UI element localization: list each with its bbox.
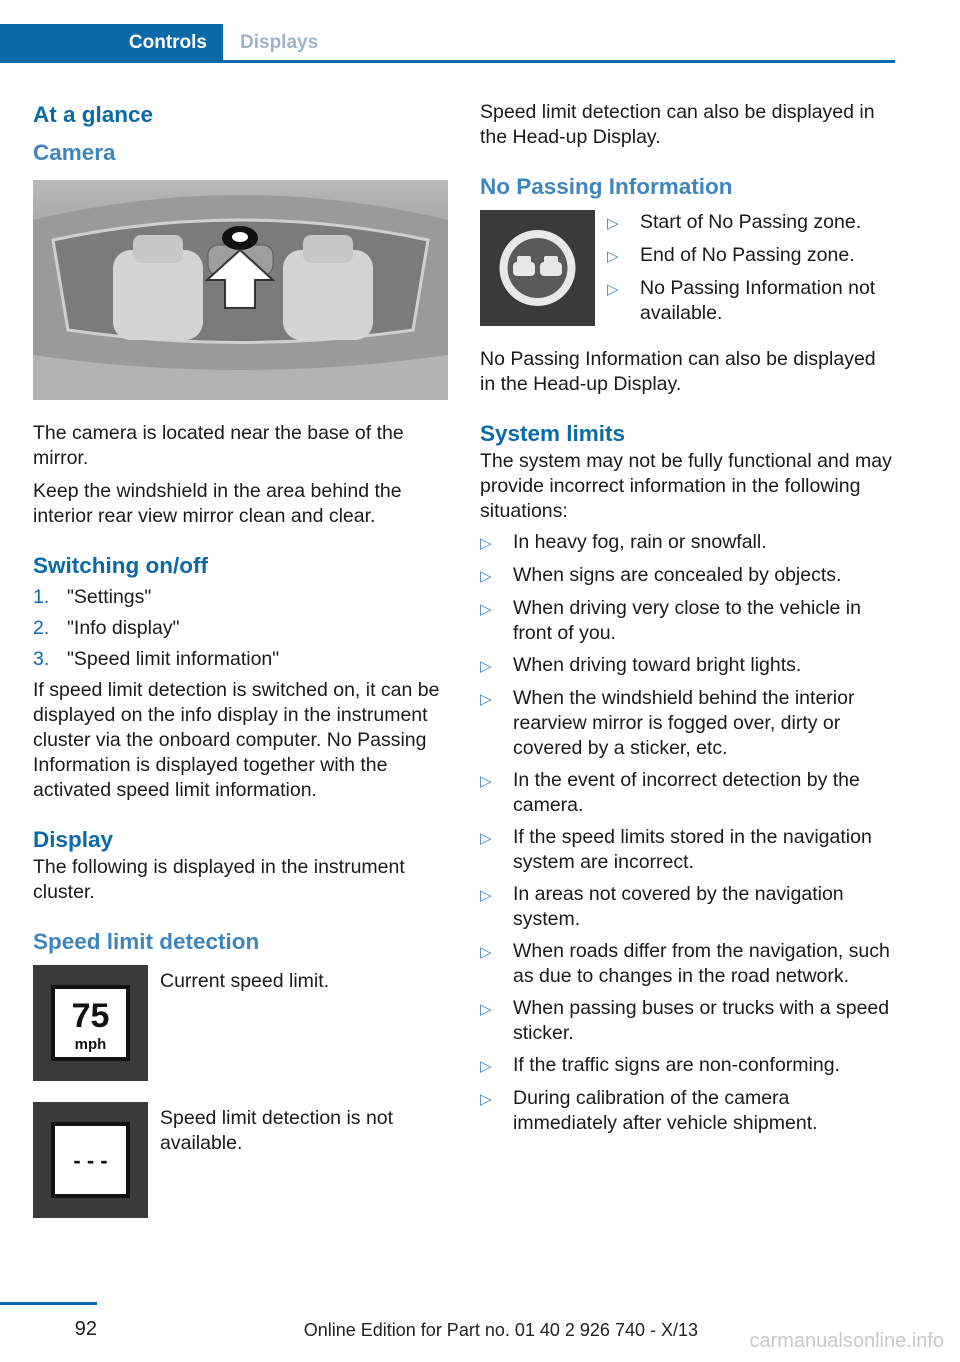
hud-text: Speed limit detection can also be displayed in the Head-up Display. xyxy=(480,101,875,148)
footer-rule xyxy=(0,1302,97,1305)
list-item: ▷ When the windshield behind the interior rearview mirror is fogged over, dirty or covered by a sticker, etc. xyxy=(480,687,855,759)
list-item: ▷ In areas not covered by the navigation system. xyxy=(480,883,844,930)
camera-windshield-text: Keep the windshield in the area behind the interior rear view mirror clean and clear. xyxy=(33,480,402,527)
limits-intro: The system may not be fully functional and may provide incorrect information in the following situations: xyxy=(480,450,892,522)
switch-description: If speed limit detection is switched on, it can be displayed on the info display in the instrument cluster via the onboard computer. No Passing Information is displayed together with the activated speed limit information. xyxy=(33,679,440,801)
list-item: ▷ In the event of incorrect detection by the camera. xyxy=(480,769,860,816)
list-item: ▷ When signs are concealed by objects. xyxy=(480,564,842,586)
camera-location-text: The camera is located near the base of the mirror. xyxy=(33,422,404,469)
list-item: ▷ When roads differ from the navigation, such as due to changes in the road network. xyxy=(480,940,890,987)
list-item: ▷ End of No Passing zone. xyxy=(607,244,855,266)
list-item: ▷ When passing buses or trucks with a speed sticker. xyxy=(480,997,890,1044)
limits-list xyxy=(480,530,895,1136)
list-item: ▷ In heavy fog, rain or snowfall. xyxy=(480,531,767,553)
sign-dashes: - - - xyxy=(73,1148,108,1173)
speed-limit-75-icon xyxy=(33,965,148,1081)
watermark: carmanualsonline.info xyxy=(749,1330,944,1352)
step-item: 3. "Speed limit information" xyxy=(33,648,280,670)
list-item: ▷ When driving toward bright lights. xyxy=(480,654,802,676)
tab-displays[interactable]: Displays xyxy=(240,32,319,53)
page-number: 92 xyxy=(74,1318,97,1340)
sign-number: 75 xyxy=(71,997,110,1035)
display-description: The following is displayed in the instrument cluster. xyxy=(33,856,405,903)
no-passing-list xyxy=(595,210,895,333)
speed-current-text: Current speed limit. xyxy=(160,970,330,992)
heading-switching: Switching on/off xyxy=(33,553,208,578)
heading-speed-limit: Speed limit detection xyxy=(33,929,260,954)
heading-no-passing: No Passing Information xyxy=(480,174,733,199)
list-item: ▷ If the speed limits stored in the navigation system are incorrect. xyxy=(480,826,872,873)
heading-at-a-glance: At a glance xyxy=(33,102,154,127)
list-item: ▷ During calibration of the camera immediately after vehicle shipment. xyxy=(480,1087,818,1134)
no-passing-hud-text: No Passing Information can also be displayed in the Head-up Display. xyxy=(480,348,876,395)
heading-camera: Camera xyxy=(33,140,116,165)
edition-text: Online Edition for Part no. 01 40 2 926 740 - X/13 xyxy=(303,1320,698,1340)
speed-limit-row xyxy=(33,965,448,1081)
list-item: ▷ No Passing Information not available. xyxy=(607,277,876,324)
list-item: ▷ If the traffic signs are non-conforming. xyxy=(480,1054,840,1076)
heading-system-limits: System limits xyxy=(480,421,626,446)
list-item: ▷ Start of No Passing zone. xyxy=(607,211,862,233)
speed-na-text: Speed limit detection is not available. xyxy=(160,1107,394,1154)
tab-controls[interactable]: Controls xyxy=(0,24,223,62)
no-passing-icon xyxy=(480,210,595,326)
step-item: 1. "Settings" xyxy=(33,586,152,608)
right-column xyxy=(480,100,895,1143)
left-column xyxy=(33,100,448,1218)
speed-na-row xyxy=(33,1102,448,1218)
heading-display: Display xyxy=(33,827,114,852)
list-item: ▷ When driving very close to the vehicle in front of you. xyxy=(480,597,861,644)
step-item: 2. "Info display" xyxy=(33,617,180,639)
sign-unit: mph xyxy=(74,1036,107,1053)
speed-limit-unavailable-icon xyxy=(33,1102,148,1218)
camera-location-photo xyxy=(33,180,448,400)
no-passing-row xyxy=(480,210,895,333)
header-rule xyxy=(0,60,895,63)
steps-list xyxy=(33,585,448,672)
